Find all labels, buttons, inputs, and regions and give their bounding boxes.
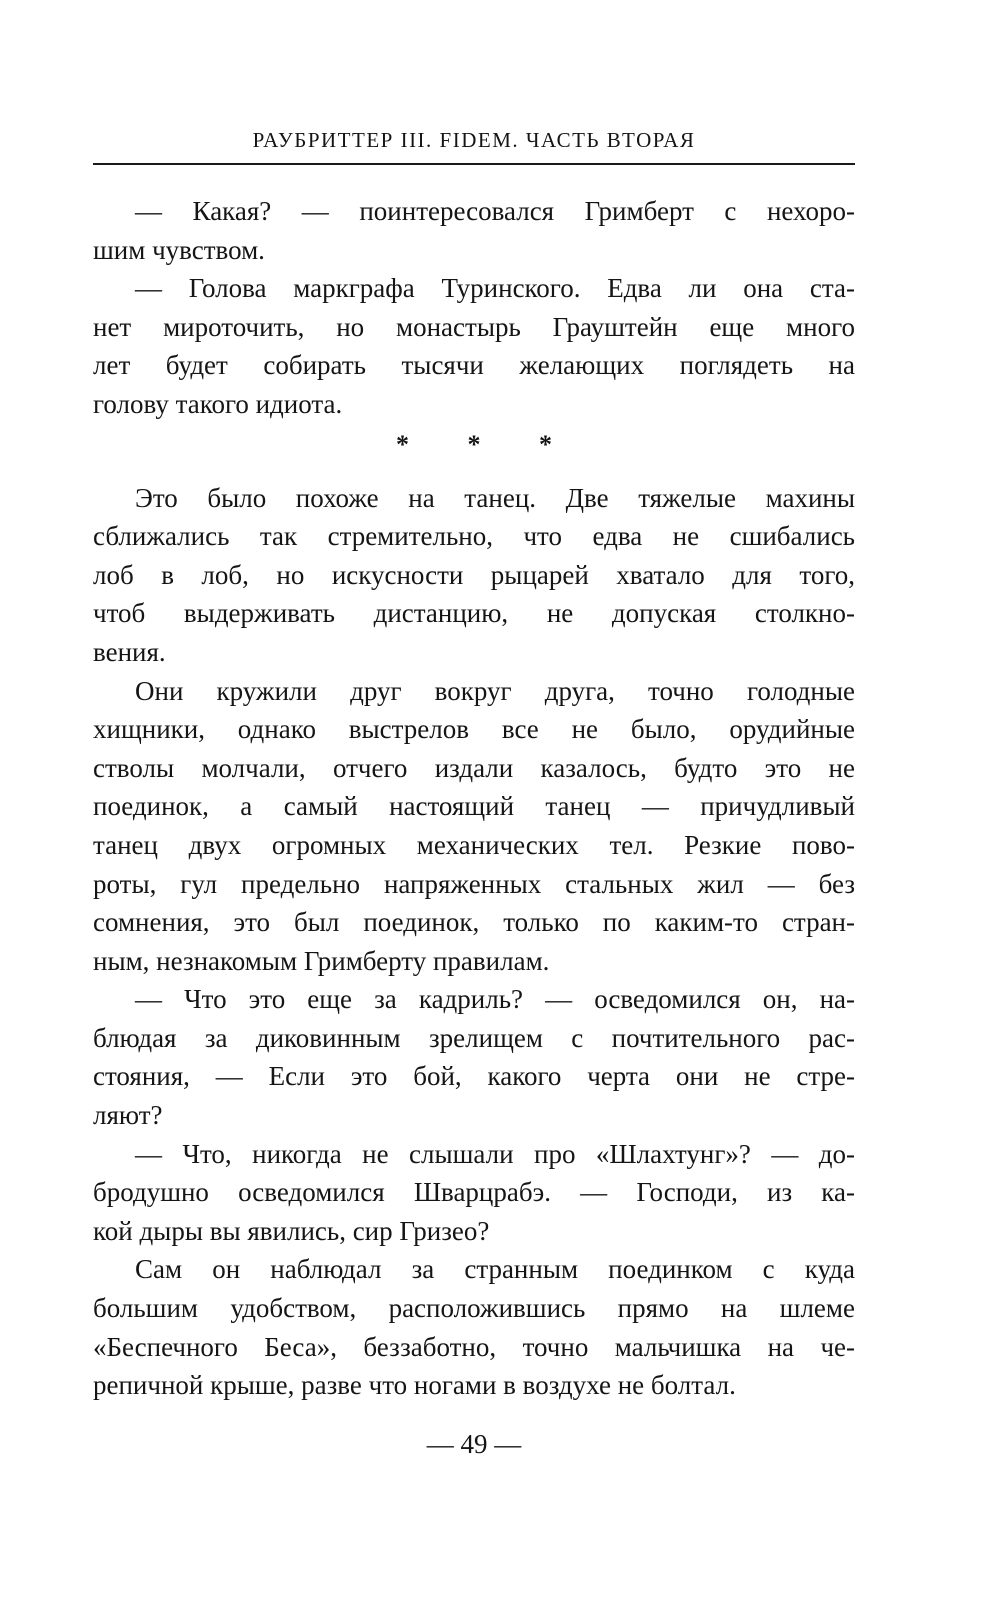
- paragraph: [93, 980, 855, 1134]
- text-line: «Беспечного Беса», беззаботно, точно мальчишка на че-: [93, 1331, 855, 1362]
- text-line: роты, гул предельно напряженных стальных жил — без: [93, 868, 855, 899]
- text-line: танец двух огромных механических тел. Резкие пово-: [93, 829, 855, 860]
- text-line: кой дыры вы явились, сир Гризео?: [93, 1215, 490, 1246]
- paragraph: [93, 479, 855, 672]
- text-line: Это было похоже на танец. Две тяжелые махины: [135, 482, 855, 513]
- text-line: — Какая? — поинтересовался Гримберт с нехоро-: [135, 196, 855, 226]
- text-line: — Голова маркграфа Туринского. Едва ли она ста-: [135, 273, 855, 304]
- text-line: Они кружили друг вокруг друга, точно голодные: [135, 675, 855, 706]
- text-line: — Что это еще за кадриль? — осведомился он, на-: [135, 984, 855, 1015]
- text-line: большим удобством, расположившись прямо на шлеме: [93, 1293, 855, 1324]
- text-line: хищники, однако выстрелов все не было, орудийные: [93, 714, 855, 745]
- text-line: лоб в лоб, но искусности рыцарей хватало для того,: [93, 559, 855, 590]
- text-line: стволы молчали, отчего издали казалось, будто это не: [93, 752, 855, 783]
- text-line: репичной крыше, разве что ногами в воздухе не болтал.: [93, 1370, 736, 1401]
- text-line: стояния, — Если это бой, какого черта они не стре-: [93, 1061, 855, 1092]
- text-line: шим чувством.: [93, 234, 265, 265]
- text-line: чтоб выдерживать дистанцию, не допуская столкно-: [93, 598, 855, 629]
- paragraph: [93, 269, 855, 423]
- paragraph: [93, 192, 855, 269]
- paragraph: [93, 1135, 855, 1251]
- text-line: голову такого идиота.: [93, 388, 343, 419]
- paragraph: [93, 1250, 855, 1404]
- page-number: — 49 —: [426, 1429, 522, 1459]
- header-rule: [93, 163, 855, 165]
- text-line: поединок, а самый настоящий танец — причудливый: [93, 791, 855, 822]
- text-line: блюдая за диковинным зрелищем с почтительного рас-: [93, 1022, 855, 1053]
- text-column: [93, 126, 855, 1405]
- text-line: нет мироточить, но монастырь Грауштейн еще много: [93, 311, 855, 342]
- text-line: бродушно осведомился Шварцрабэ. — Господи, из ка-: [93, 1177, 855, 1208]
- paragraph: [93, 672, 855, 981]
- text-line: сближались так стремительно, что едва не сшибались: [93, 521, 855, 552]
- page-body: [93, 192, 855, 1405]
- text-line: ным, незнакомым Гримберту правилам.: [93, 945, 550, 976]
- text-line: вения.: [93, 636, 166, 667]
- text-line: — Что, никогда не слышали про «Шлахтунг»? — до-: [135, 1138, 855, 1169]
- text-line: лет будет собирать тысячи желающих поглядеть на: [93, 350, 855, 381]
- section-separator: * * *: [396, 429, 578, 459]
- running-head: РАУБРИТТЕР III. FIDEM. ЧАСТЬ ВТОРАЯ: [252, 128, 696, 152]
- text-line: Сам он наблюдал за странным поединком с куда: [135, 1254, 855, 1285]
- text-line: ляют?: [93, 1100, 163, 1131]
- text-line: сомнения, это был поединок, только по каким-то стран-: [93, 907, 855, 938]
